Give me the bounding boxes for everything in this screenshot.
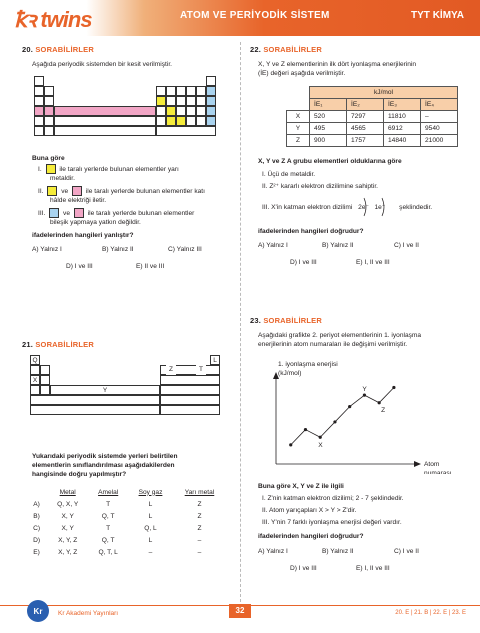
yellow-swatch xyxy=(46,164,56,174)
answer-keys: 20. E | 21. B | 22. E | 23. E xyxy=(395,610,466,616)
table-row[interactable]: B) X, Y Q, T L Z xyxy=(33,512,202,520)
q23-intro-1: Aşağıdaki grafikte 2. periyot elementlerinin 1. iyonlaşma xyxy=(258,332,422,339)
chart-line-segment xyxy=(364,395,379,403)
q20-option-e[interactable]: E) II ve III xyxy=(136,263,165,270)
q20-option-c[interactable]: C) Yalnız III xyxy=(168,246,202,253)
table-row[interactable]: E) X, Y, Z Q, T, L – – xyxy=(33,548,202,556)
q22-given: X, Y ve Z A grubu elementleri olduklarına göre xyxy=(258,158,402,165)
subject-title: TYT KİMYA xyxy=(411,10,464,21)
chart-point xyxy=(348,405,351,408)
chart-xlabel-1: Atom xyxy=(424,461,440,468)
svg-text:Kr: Kr xyxy=(33,607,43,616)
q22-intro-1: X, Y ve Z elementlerinin ilk dört iyonlaşma enerjilerinin xyxy=(258,61,417,68)
table-row[interactable]: C) X, Y T Q, L Z xyxy=(33,524,202,532)
pink-swatch xyxy=(74,208,84,218)
q20-option-b[interactable]: B) Yalnız II xyxy=(102,246,134,253)
yellow-swatch xyxy=(47,186,57,196)
q23-statement-3: III. Y'nin 7 farklı iyonlaşma enerjisi değeri vardır. xyxy=(262,519,402,526)
q21-options-table xyxy=(26,486,226,558)
q20-ask: ifadelerinden hangileri yanlıştır? xyxy=(32,232,134,239)
q21-text-2: elementlerin sınıflandırılması aşağıdakilerden xyxy=(32,462,175,469)
chart-line-segment xyxy=(379,387,394,402)
column-divider xyxy=(240,42,241,602)
chart-ylabel-1: 1. iyonlaşma enerjisi xyxy=(278,361,338,368)
q23-option-c[interactable]: C) I ve II xyxy=(394,548,419,555)
q22-option-b[interactable]: B) Yalnız II xyxy=(322,242,354,249)
q20-periodic-table xyxy=(34,76,216,138)
chart-point-label: Y xyxy=(362,386,367,394)
page-number: 32 xyxy=(229,604,251,618)
q22-ie-table: kJ/mol İE₁ İE₂ İE₃ İE₄ X 520 7297 11810 – Y 495 4565 6912 9540 Z 900 1757 14840 21000 xyxy=(286,86,458,147)
chart-point xyxy=(363,394,366,397)
q22-heading: 22. SORABİLİRLER xyxy=(250,45,322,54)
q23-statement-1: I. Z'nin katman elektron dizilimi; 2 - 7 şeklindedir. xyxy=(262,495,404,502)
chart-line-segment xyxy=(305,430,320,438)
table-row: X 520 7297 11810 – xyxy=(287,111,458,123)
table-row: Y 495 4565 6912 9540 xyxy=(287,123,458,135)
q22-intro-2: (İE) değeri aşağıda verilmiştir. xyxy=(258,70,346,77)
chart-point xyxy=(392,386,395,389)
q21-periodic-table: Q L Z T X Y xyxy=(30,355,220,419)
publisher-logo-icon xyxy=(24,598,54,624)
q20-statement-2: II. ve ile taralı yerlerde bulunan elementler katı hâlde elektriği iletir. xyxy=(38,187,205,204)
q20-given: Buna göre xyxy=(32,155,65,162)
col-header: Yarı metal xyxy=(184,488,215,496)
table-row[interactable]: A) Q, X, Y T L Z xyxy=(33,500,202,508)
q22-statement-1: I. Üçü de metaldir. xyxy=(262,171,316,178)
page-header xyxy=(0,0,480,36)
q23-statement-2: II. Atom yarıçapları X > Y > Z'dir. xyxy=(262,507,357,514)
chart-x-arrow xyxy=(414,461,421,467)
q21-heading: 21. SORABİLİRLER xyxy=(22,340,94,349)
q22-statement-2: II. Z²⁺ kararlı elektron dizilimine sahiptir. xyxy=(262,183,378,190)
q23-given: Buna göre X, Y ve Z ile ilgili xyxy=(258,483,344,490)
chart-ylabel-2: (kJ/mol) xyxy=(278,370,302,377)
blue-swatch xyxy=(49,208,59,218)
q23-option-e[interactable]: E) I, II ve III xyxy=(356,565,390,572)
shell-arcs-icon xyxy=(356,196,396,218)
q23-option-d[interactable]: D) I ve III xyxy=(290,565,317,572)
q22-option-e[interactable]: E) I, II ve III xyxy=(356,259,390,266)
q23-ionization-chart xyxy=(258,354,458,474)
chart-point xyxy=(319,436,322,439)
brand-logo: ꝁꝛ twins xyxy=(14,7,92,32)
q20-option-d[interactable]: D) I ve III xyxy=(66,263,93,270)
col-header: Metal xyxy=(59,488,76,496)
q20-intro: Aşağıda periyodik sistemden bir kesit verilmiştir. xyxy=(32,61,172,68)
col-header: Amelal xyxy=(98,488,119,496)
chart-line-segment xyxy=(291,430,306,445)
q22-statement-3: III. X'in katman elektron dizilimi 2e⁻ 1e⁻ şeklindedir. xyxy=(262,203,432,212)
chart-point xyxy=(289,443,292,446)
q20-option-a[interactable]: A) Yalnız I xyxy=(32,246,62,253)
chart-line-segment xyxy=(335,407,350,422)
chapter-title: ATOM VE PERİYODİK SİSTEM xyxy=(180,10,330,21)
q21-text-1: Yukarıdaki periyodik sistemde yerleri belirtilen xyxy=(32,453,178,460)
q20-statement-3: III. ve ile taralı yerlerde bulunan elementler bileşik yapmaya yatkın değildir. xyxy=(38,209,195,226)
chart-point-label: X xyxy=(318,442,323,450)
chart-xlabel-2: numarası xyxy=(424,470,452,474)
q20-heading: 20. SORABİLİRLER xyxy=(22,45,94,54)
chart-line-segment xyxy=(320,422,335,437)
pink-swatch xyxy=(72,186,82,196)
table-row[interactable]: D) X, Y, Z Q, T L – xyxy=(33,536,202,544)
chart-point xyxy=(378,401,381,404)
q23-intro-2: enerjilerinin atom numaraları ile değişimi verilmiştir. xyxy=(258,341,408,348)
q23-option-a[interactable]: A) Yalnız I xyxy=(258,548,288,555)
q22-option-a[interactable]: A) Yalnız I xyxy=(258,242,288,249)
q22-ask: ifadelerinden hangileri doğrudur? xyxy=(258,228,364,235)
q23-heading: 23. SORABİLİRLER xyxy=(250,316,322,325)
chart-point-label: Z xyxy=(381,406,386,414)
col-header: Soy gaz xyxy=(138,488,163,496)
chart-line-segment xyxy=(350,395,365,406)
q23-ask: ifadelerinden hangileri doğrudur? xyxy=(258,533,364,540)
q23-option-b[interactable]: B) Yalnız II xyxy=(322,548,354,555)
q21-text-3: hangisinde doğru yapılmıştır? xyxy=(32,471,127,478)
chart-point xyxy=(304,428,307,431)
publisher-name: Kr Akademi Yayınları xyxy=(58,610,119,617)
q22-option-d[interactable]: D) I ve III xyxy=(290,259,317,266)
q22-option-c[interactable]: C) I ve II xyxy=(394,242,419,249)
table-row: Z 900 1757 14840 21000 xyxy=(287,135,458,147)
q20-statement-1: I. ile taralı yerlerde bulunan elementler yarı metaldir. xyxy=(38,165,179,182)
chart-point xyxy=(333,420,336,423)
